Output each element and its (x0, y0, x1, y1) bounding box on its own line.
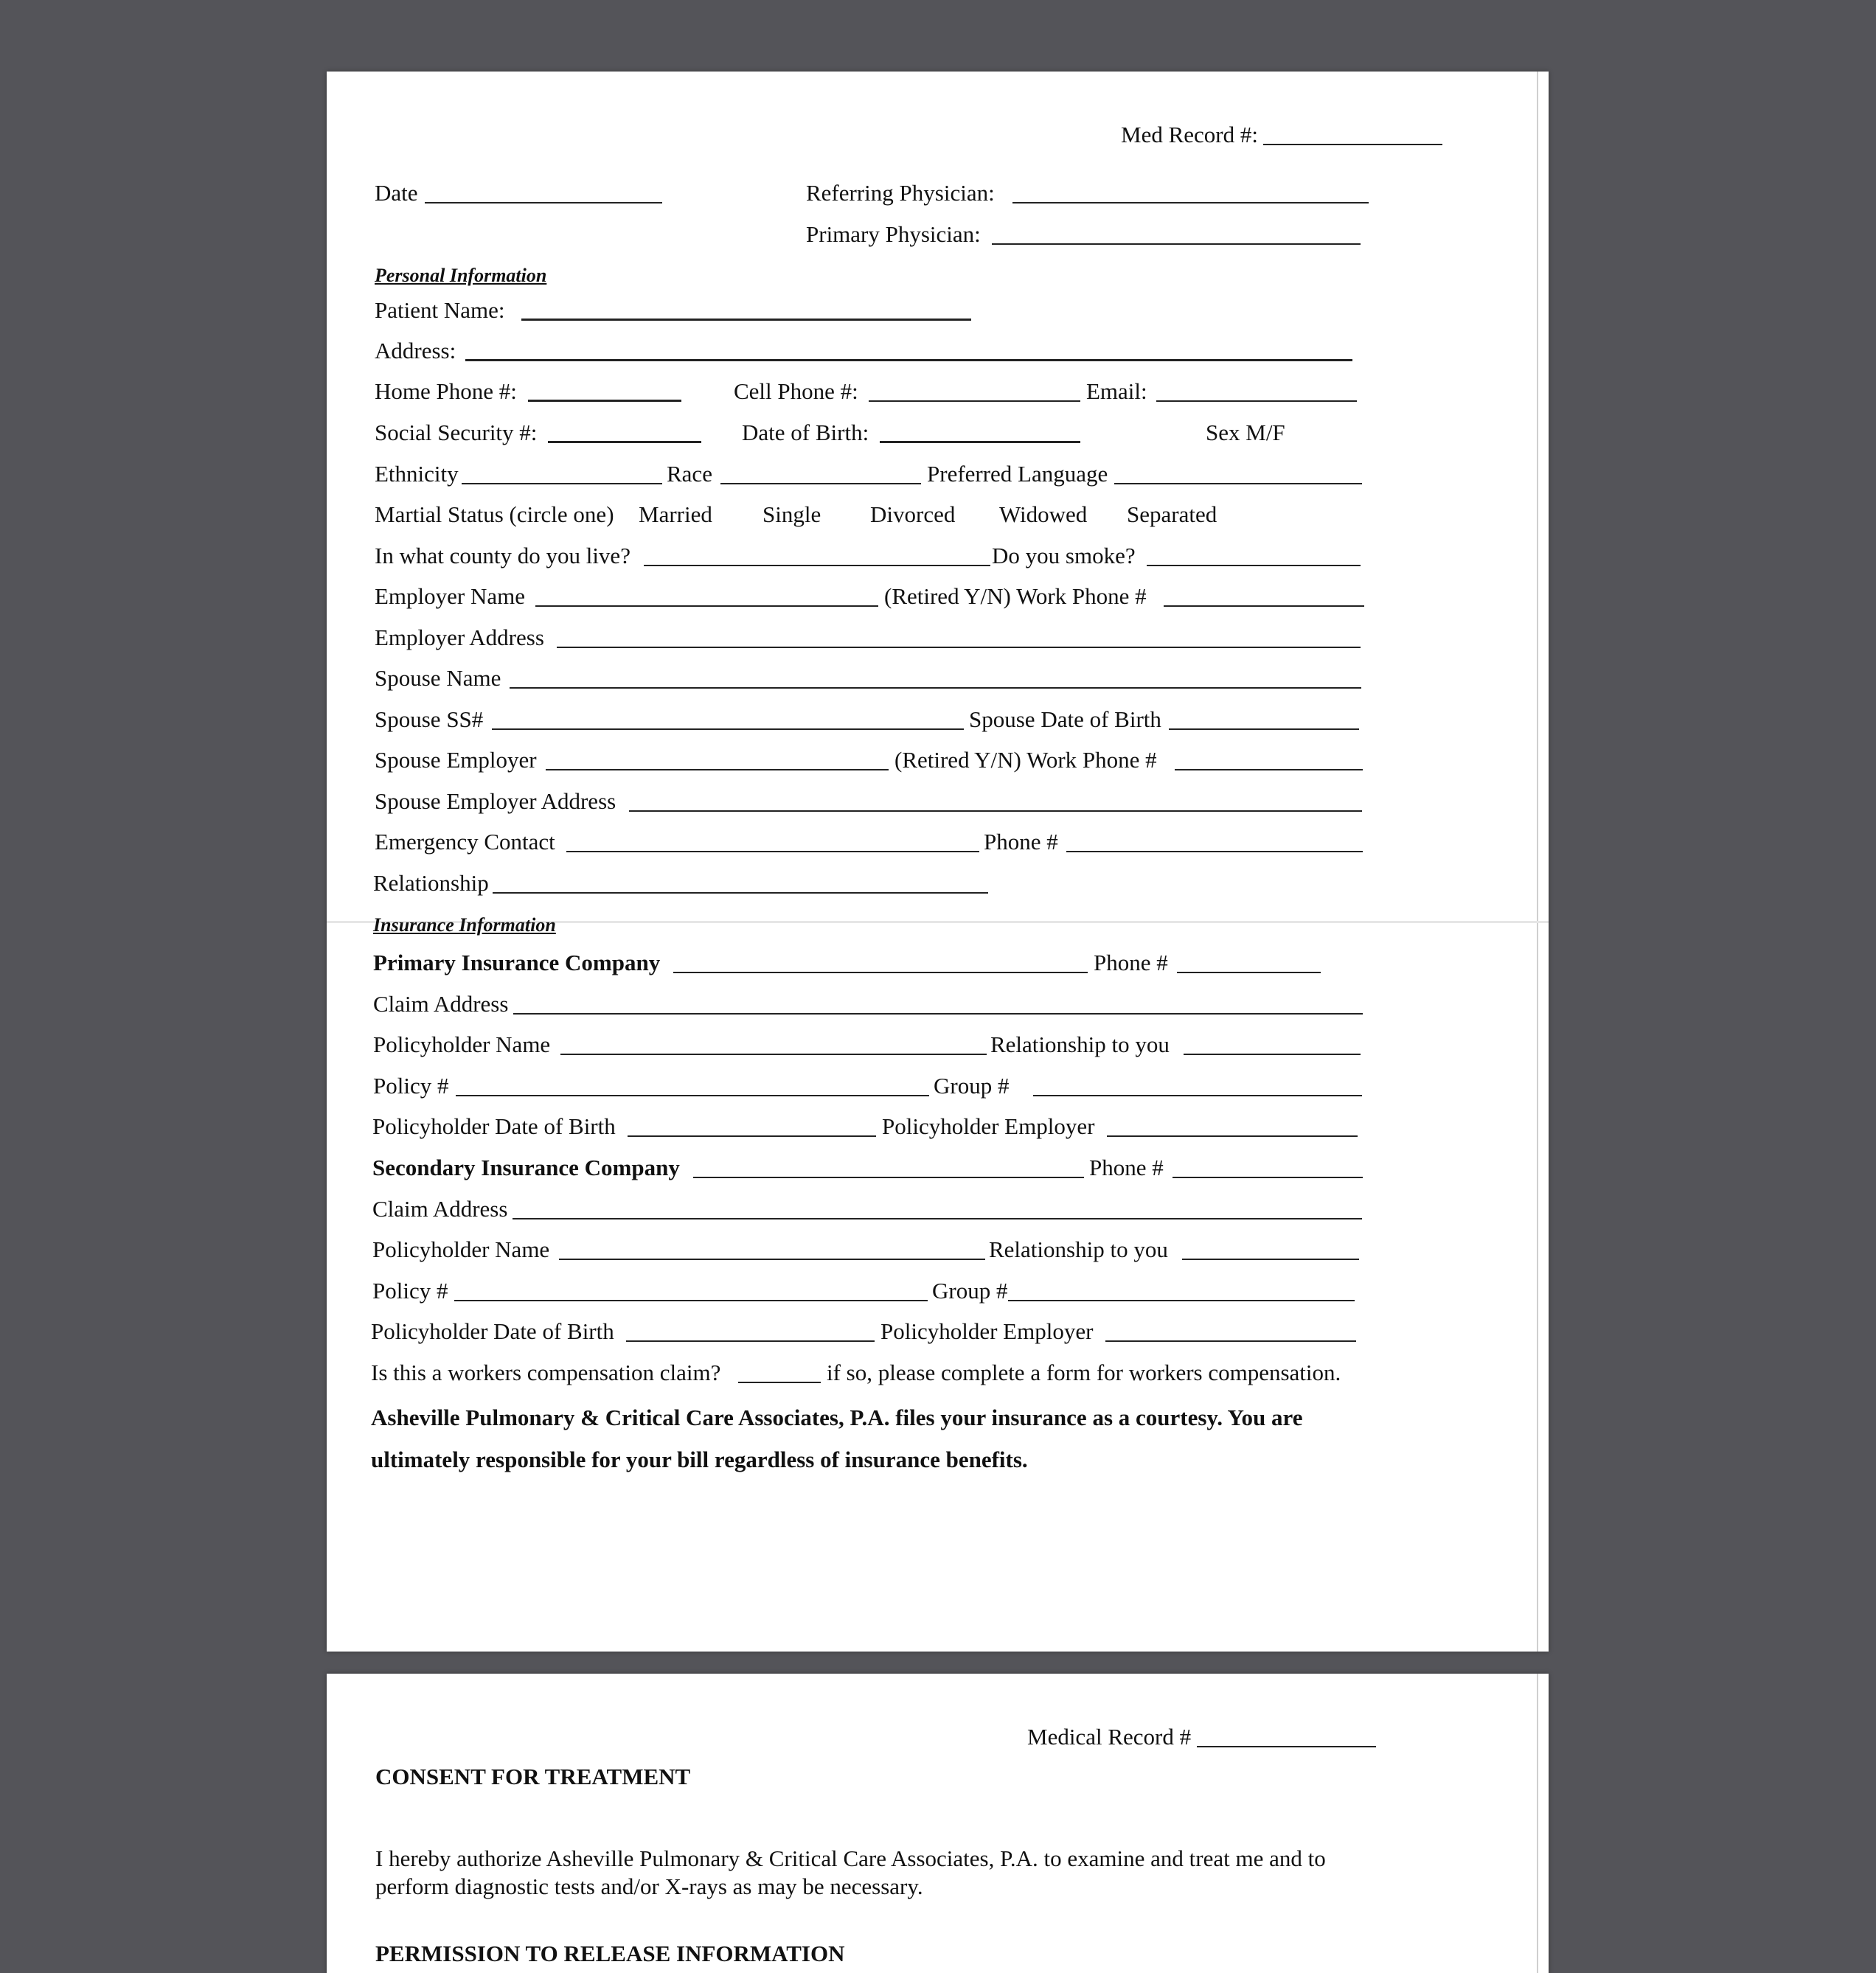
secondary-relationship-label: Relationship to you (989, 1236, 1168, 1262)
primary-relationship-label: Relationship to you (990, 1031, 1170, 1057)
ssn-label: Social Security #: (375, 420, 538, 445)
preferred-language-label: Preferred Language (927, 461, 1108, 487)
secondary-insurance-phone-label: Phone # (1089, 1155, 1164, 1180)
spouse-retired-work-phone-label: (Retired Y/N) Work Phone # (894, 747, 1157, 773)
primary-policy-field[interactable] (456, 1095, 929, 1096)
primary-physician-field[interactable] (992, 243, 1361, 245)
marital-option-widowed[interactable]: Widowed (999, 501, 1088, 527)
secondary-claim-address-label: Claim Address (372, 1196, 508, 1222)
marital-option-married[interactable]: Married (639, 501, 712, 527)
email-field[interactable] (1156, 400, 1357, 402)
work-phone-field[interactable] (1164, 605, 1364, 607)
emergency-contact-row (327, 821, 1549, 861)
secondary-policyholder-row (327, 1229, 1549, 1269)
workers-comp-note: if so, please complete a form for workers compensation. (827, 1360, 1341, 1385)
spouse-ss-row (327, 699, 1549, 739)
marital-option-separated[interactable]: Separated (1127, 501, 1217, 527)
secondary-policy-field[interactable] (454, 1300, 928, 1301)
referring-physician-field[interactable] (1012, 202, 1369, 203)
spouse-employer-address-row (327, 781, 1549, 821)
medical-record-label: Medical Record # (1027, 1724, 1192, 1750)
secondary-claim-address-field[interactable] (513, 1218, 1362, 1219)
spouse-dob-field[interactable] (1169, 728, 1359, 730)
medical-record-row (327, 1716, 1549, 1756)
spouse-employer-row (327, 740, 1549, 779)
preferred-language-field[interactable] (1114, 483, 1362, 484)
employer-address-label: Employer Address (375, 624, 544, 650)
marital-status-label: Martial Status (circle one) (375, 501, 614, 527)
email-label: Email: (1086, 378, 1147, 404)
patient-name-field[interactable] (521, 319, 971, 321)
ethnicity-label: Ethnicity (375, 461, 459, 487)
smoke-label: Do you smoke? (992, 543, 1136, 568)
employer-name-field[interactable] (535, 605, 878, 607)
home-phone-label: Home Phone #: (375, 378, 517, 404)
primary-insurance-label: Primary Insurance Company (373, 950, 661, 975)
secondary-group-field[interactable] (1008, 1300, 1355, 1301)
spouse-employer-label: Spouse Employer (375, 747, 537, 773)
form-page-1 (327, 72, 1549, 1652)
med-record-row (327, 114, 1549, 154)
consent-text: I hereby authorize Asheville Pulmonary & Critical Care Associates, P.A. to examine and treat me and to perform diagnostic tests and/or X-rays as may be necessary. (375, 1845, 1326, 1899)
marital-option-single[interactable]: Single (762, 501, 821, 527)
workers-comp-field[interactable] (738, 1382, 821, 1383)
dob-label: Date of Birth: (742, 420, 869, 445)
secondary-policyholder-dob-row (327, 1311, 1549, 1351)
spouse-name-row (327, 658, 1549, 697)
primary-policy-row (327, 1065, 1549, 1105)
race-label: Race (667, 461, 712, 487)
spouse-dob-label: Spouse Date of Birth (969, 706, 1161, 732)
employer-row (327, 576, 1549, 616)
address-label: Address: (375, 338, 456, 363)
dob-field[interactable] (880, 441, 1080, 443)
date-label: Date (375, 180, 418, 206)
spouse-work-phone-field[interactable] (1175, 769, 1363, 770)
employer-name-label: Employer Name (375, 583, 526, 609)
marital-option-divorced[interactable]: Divorced (870, 501, 956, 527)
courtesy-line-2: ultimately responsible for your bill regardless of insurance benefits. (371, 1447, 1028, 1472)
cell-phone-label: Cell Phone #: (734, 378, 858, 404)
secondary-relationship-field[interactable] (1182, 1259, 1359, 1260)
workers-comp-question: Is this a workers compensation claim? (371, 1360, 721, 1385)
secondary-insurance-row (327, 1147, 1549, 1187)
consent-heading: CONSENT FOR TREATMENT (375, 1764, 691, 1789)
emergency-contact-label: Emergency Contact (375, 829, 555, 855)
spouse-employer-field[interactable] (546, 769, 889, 770)
med-record-label: Med Record #: (1121, 122, 1258, 147)
primary-policyholder-name-field[interactable] (560, 1054, 987, 1055)
secondary-insurance-label: Secondary Insurance Company (372, 1155, 680, 1180)
secondary-group-label: Group # (932, 1278, 1008, 1304)
spouse-employer-address-field[interactable] (629, 810, 1362, 812)
primary-policyholder-dob-row (327, 1106, 1549, 1146)
release-heading: PERMISSION TO RELEASE INFORMATION (375, 1941, 845, 1966)
patient-name-row (327, 290, 1549, 330)
med-record-field[interactable] (1263, 144, 1442, 145)
primary-claim-address-field[interactable] (513, 1013, 1363, 1015)
primary-policyholder-dob-label: Policyholder Date of Birth (372, 1113, 616, 1139)
race-field[interactable] (720, 483, 921, 484)
sex-label: Sex M/F (1206, 420, 1285, 445)
personal-information-heading: Personal Information (375, 265, 547, 286)
primary-policyholder-name-label: Policyholder Name (373, 1031, 551, 1057)
primary-insurance-phone-label: Phone # (1094, 950, 1168, 975)
secondary-policy-label: Policy # (372, 1278, 448, 1304)
courtesy-notice (371, 1396, 1302, 1480)
county-label: In what county do you live? (375, 543, 630, 568)
primary-group-field[interactable] (1033, 1095, 1362, 1096)
date-row (327, 173, 1549, 212)
spouse-name-label: Spouse Name (375, 665, 501, 691)
primary-policyholder-employer-field[interactable] (1107, 1135, 1358, 1137)
ethnicity-field[interactable] (462, 483, 662, 484)
emergency-contact-field[interactable] (566, 851, 979, 852)
county-row (327, 535, 1549, 575)
primary-group-label: Group # (934, 1073, 1010, 1099)
relationship-row (327, 863, 1549, 902)
secondary-policyholder-employer-label: Policyholder Employer (880, 1318, 1094, 1344)
primary-policyholder-row (327, 1024, 1549, 1064)
emergency-phone-label: Phone # (984, 829, 1058, 855)
address-field[interactable] (465, 359, 1352, 361)
date-field[interactable] (425, 202, 662, 203)
secondary-policyholder-dob-field[interactable] (626, 1340, 875, 1342)
secondary-policy-row (327, 1270, 1549, 1310)
referring-physician-label: Referring Physician: (806, 180, 995, 206)
secondary-policyholder-dob-label: Policyholder Date of Birth (371, 1318, 614, 1344)
secondary-insurance-field[interactable] (693, 1177, 1084, 1178)
spouse-ss-field[interactable] (492, 728, 964, 730)
patient-name-label: Patient Name: (375, 297, 505, 323)
form-page-2 (327, 1674, 1549, 1973)
primary-policyholder-employer-label: Policyholder Employer (882, 1113, 1095, 1139)
home-phone-field[interactable] (528, 400, 681, 402)
primary-insurance-row (327, 942, 1549, 982)
primary-insurance-field[interactable] (673, 972, 1088, 973)
primary-policy-label: Policy # (373, 1073, 449, 1099)
courtesy-line-1: Asheville Pulmonary & Critical Care Associates, P.A. files your insurance as a courtesy. You are (371, 1405, 1303, 1430)
ssn-field[interactable] (548, 441, 701, 443)
primary-relationship-field[interactable] (1184, 1054, 1361, 1055)
emergency-phone-field[interactable] (1066, 851, 1363, 852)
spouse-name-field[interactable] (510, 687, 1361, 689)
marital-status-row (327, 494, 1549, 534)
cell-phone-field[interactable] (869, 400, 1080, 402)
primary-insurance-phone-field[interactable] (1177, 972, 1321, 973)
employer-address-row (327, 617, 1549, 657)
spouse-employer-address-label: Spouse Employer Address (375, 788, 616, 814)
ethnicity-row (327, 453, 1549, 493)
relationship-field[interactable] (493, 892, 988, 894)
phone-row (327, 371, 1549, 411)
relationship-label: Relationship (373, 870, 489, 896)
primary-claim-address-label: Claim Address (373, 991, 509, 1017)
secondary-claim-address-row (327, 1189, 1549, 1228)
address-row (327, 330, 1549, 370)
smoke-field[interactable] (1147, 565, 1361, 566)
secondary-policyholder-name-field[interactable] (559, 1259, 985, 1260)
medical-record-field[interactable] (1197, 1746, 1376, 1747)
insurance-information-heading: Insurance Information (373, 914, 556, 936)
primary-physician-row (327, 214, 1549, 254)
county-field[interactable] (644, 565, 990, 566)
spouse-ss-label: Spouse SS# (375, 706, 484, 732)
primary-policyholder-dob-field[interactable] (628, 1135, 876, 1137)
retired-work-phone-label: (Retired Y/N) Work Phone # (884, 583, 1147, 609)
primary-claim-address-row (327, 984, 1549, 1023)
secondary-policyholder-name-label: Policyholder Name (372, 1236, 550, 1262)
ssn-row (327, 412, 1549, 452)
secondary-insurance-phone-field[interactable] (1172, 1177, 1363, 1178)
secondary-policyholder-employer-field[interactable] (1105, 1340, 1356, 1342)
primary-physician-label: Primary Physician: (806, 221, 981, 247)
workers-comp-row (327, 1352, 1549, 1392)
employer-address-field[interactable] (557, 647, 1361, 648)
